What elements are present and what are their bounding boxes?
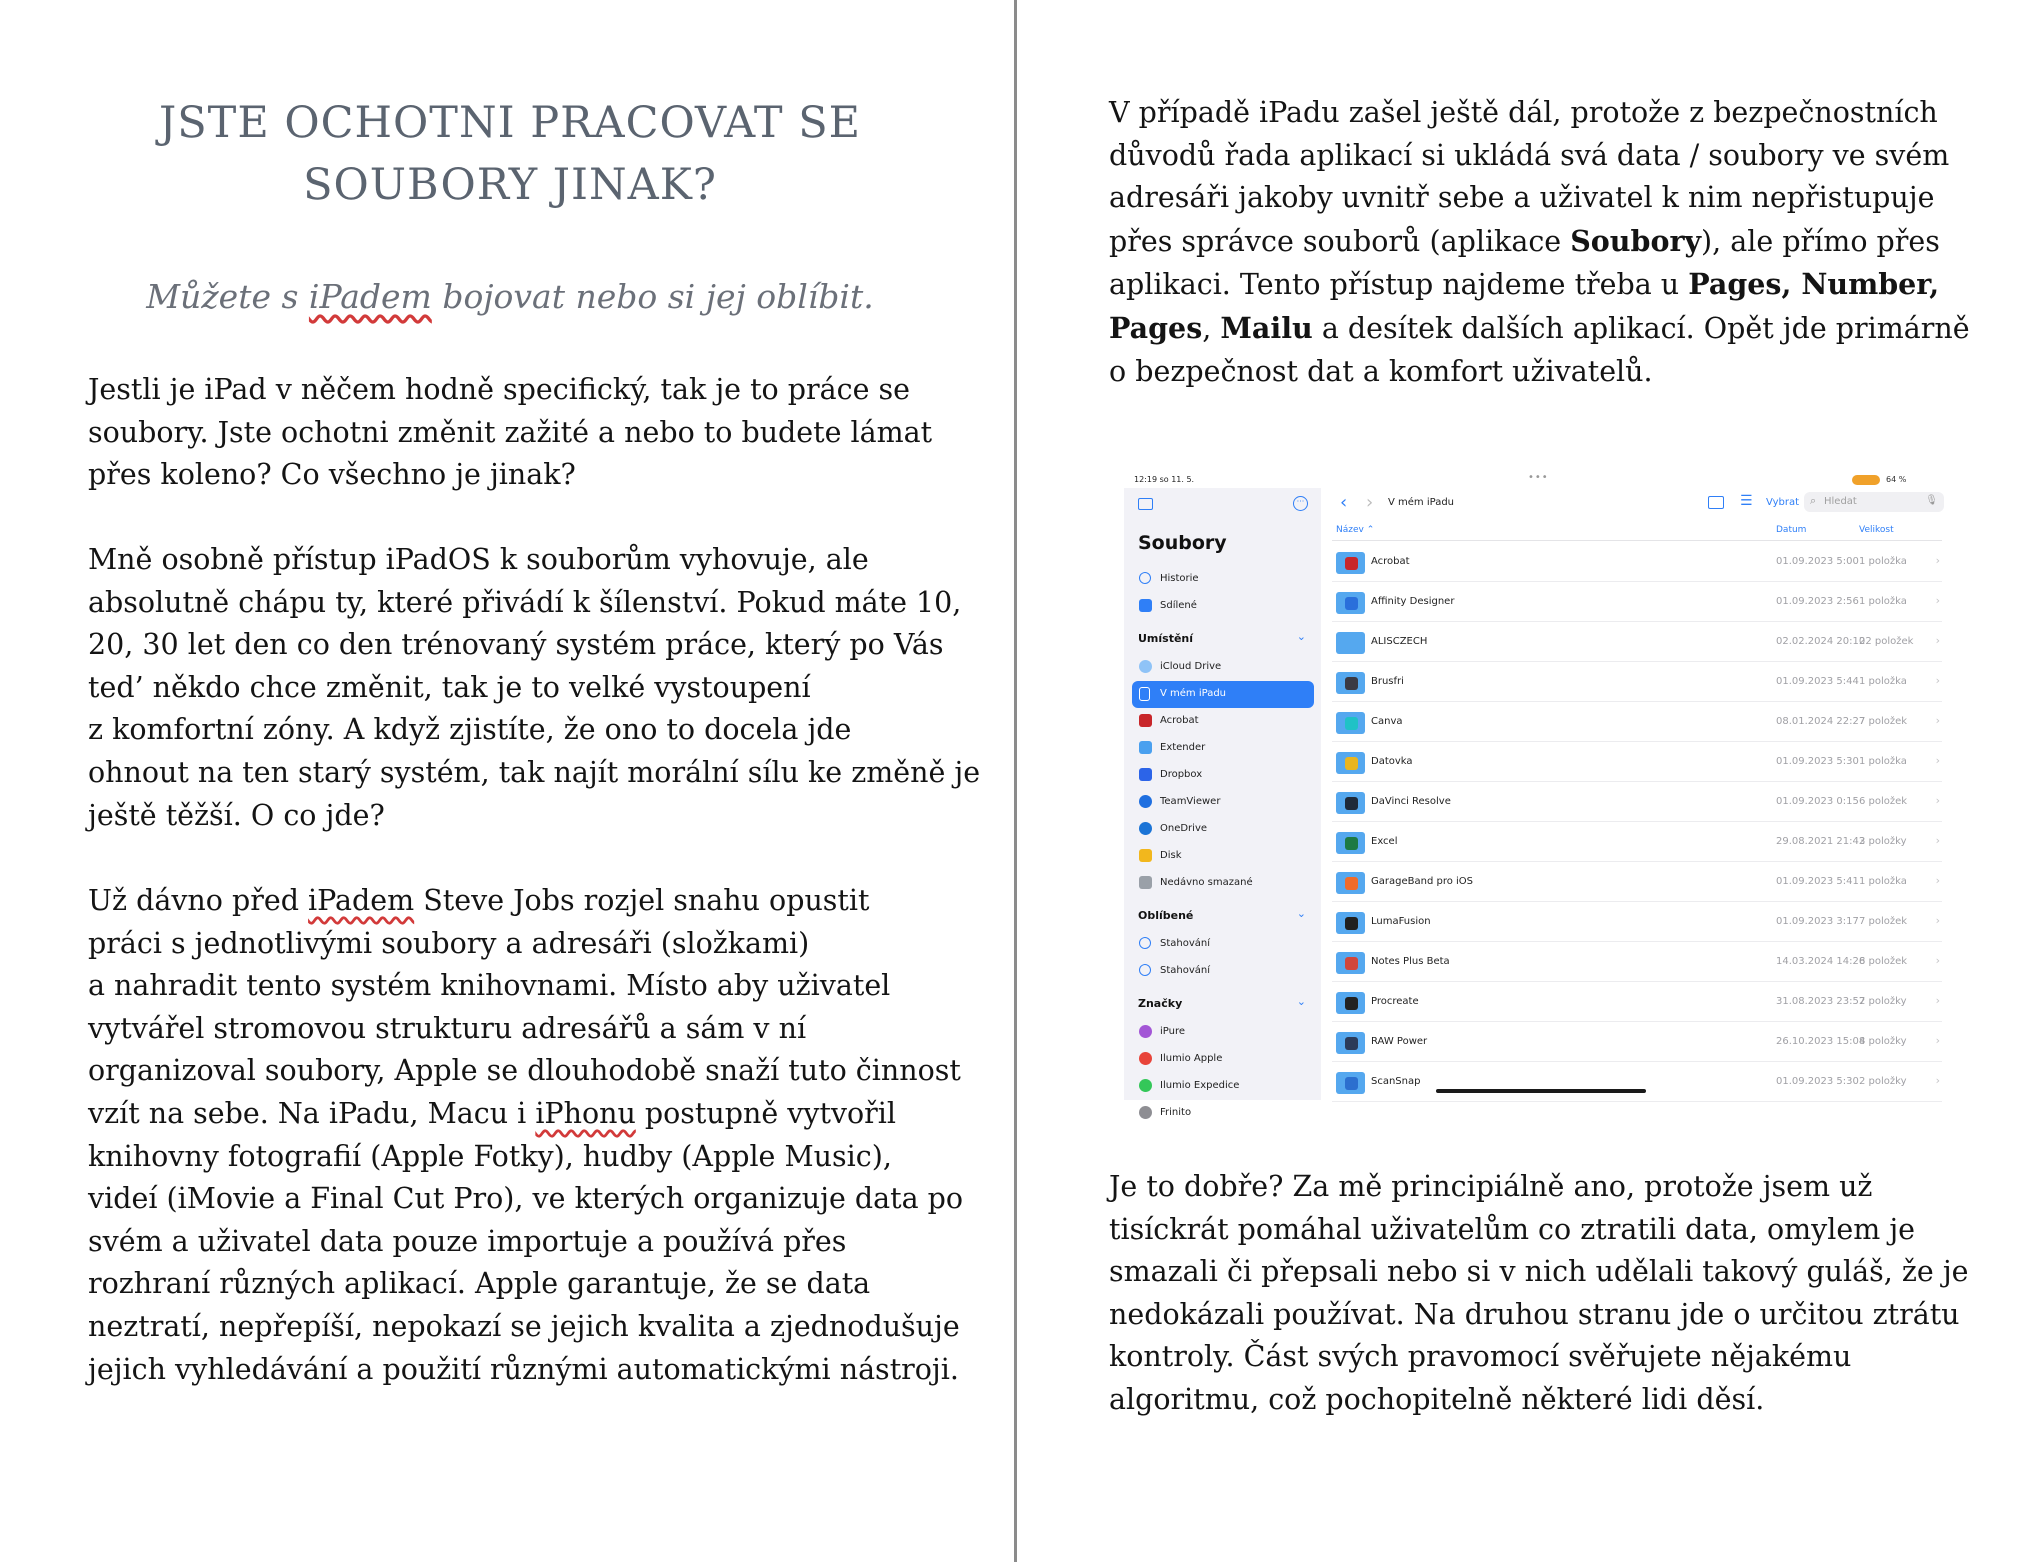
file-row[interactable] (1332, 742, 1942, 782)
files-toolbar (1332, 488, 1942, 518)
app-badge-icon (1345, 917, 1358, 930)
subtitle-text: bojovat nebo si jej oblíbit. (431, 277, 874, 316)
chevron-right-icon: › (1935, 594, 1940, 607)
chevron-right-icon: › (1935, 674, 1940, 687)
folder-icon (1336, 872, 1365, 894)
file-size: 4 položky (1859, 1036, 1907, 1047)
app-badge-icon (1345, 717, 1358, 730)
file-row[interactable] (1332, 1022, 1942, 1062)
file-list (1332, 542, 1942, 1102)
file-row[interactable] (1332, 982, 1942, 1022)
file-date: 31.08.2023 23:57 (1776, 996, 1866, 1007)
paragraph-1: Jestli je iPad v něčem hodně specifický, tak je to práce se soubory. Jste ochotni změnit zažité a nebo to budete lámat přes koleno? Co všechno je jinak? (88, 373, 933, 492)
paragraph-5: Je to dobře? Za mě principiálně ano, protože jsem už tisíckrát pomáhal uživatelům co ztratili data, omylem je smazali či přepsali nebo si v nich udělali takový guláš, že je nedokázali používat. Na druhou stranu jde o určitou ztrátu kontroly. Část svých pravomocí svěřujete nějakému algoritmu, což pochopitelně některé lidi děsí. (1109, 1170, 1969, 1416)
folder-icon (1336, 712, 1365, 734)
sidebar-section-label: Oblíbené (1138, 909, 1194, 922)
file-name: GarageBand pro iOS (1371, 876, 1474, 887)
search-field[interactable] (1804, 492, 1944, 512)
sidebar-item[interactable] (1132, 870, 1314, 897)
paragraph-text: Už dávno před (88, 884, 309, 917)
file-size: 7 položek (1859, 716, 1908, 727)
app-badge-icon (1345, 1077, 1358, 1090)
sidebar-item[interactable] (1132, 931, 1314, 958)
folder-icon (1336, 992, 1365, 1014)
app-badge-icon (1345, 957, 1358, 970)
cloud-icon (1139, 660, 1152, 673)
new-folder-icon[interactable] (1708, 496, 1724, 509)
sidebar-item-label: Disk (1160, 850, 1182, 861)
paragraph-4 (1109, 92, 2009, 393)
column-name-header[interactable]: Název ⌃ (1336, 525, 1375, 535)
status-time: 12:19 so 11. 5. (1134, 475, 1195, 484)
sidebar-item-label: Sdílené (1160, 600, 1197, 611)
chapter-title-line-1: JSTE OCHOTNI PRACOVAT SE (158, 98, 862, 148)
file-row[interactable] (1332, 782, 1942, 822)
multitasking-dots-icon[interactable]: ••• (1528, 472, 1549, 483)
file-size: 1 položka (1859, 876, 1907, 887)
file-date: 26.10.2023 15:08 (1776, 1036, 1866, 1047)
chevron-right-icon: › (1935, 714, 1940, 727)
sidebar-item[interactable] (1132, 843, 1314, 870)
chevron-right-icon: › (1935, 1034, 1940, 1047)
dropbox-icon (1139, 768, 1152, 781)
sidebar-toggle-icon[interactable] (1138, 498, 1153, 510)
chevron-right-icon: › (1935, 874, 1940, 887)
chevron-right-icon: › (1935, 994, 1940, 1007)
sidebar-item-label: Frinito (1160, 1107, 1192, 1118)
chevron-right-icon: › (1935, 794, 1940, 807)
folder-icon (1336, 552, 1365, 574)
app-badge-icon (1345, 997, 1358, 1010)
file-size: 1 položka (1859, 756, 1907, 767)
file-date: 01.09.2023 3:17 (1776, 916, 1859, 927)
sidebar-section[interactable] (1132, 620, 1314, 654)
file-date: 01.09.2023 2:56 (1776, 596, 1859, 607)
sidebar-item-label: OneDrive (1160, 823, 1208, 834)
file-size: 1 položka (1859, 676, 1907, 687)
file-date: 14.03.2024 14:26 (1776, 956, 1866, 967)
file-date: 01.09.2023 5:41 (1776, 876, 1859, 887)
folder-icon (1139, 741, 1152, 754)
paragraph-text: a desítek dalších aplikací. Opět jde primárně o bezpečnost dat a komfort uživatelů. (1109, 311, 1970, 388)
forward-chevron-icon[interactable]: › (1366, 492, 1374, 513)
sidebar-item[interactable] (1132, 789, 1314, 816)
search-placeholder: Hledat (1824, 496, 1857, 507)
sidebar-item[interactable] (1132, 762, 1314, 789)
spellcheck-word[interactable]: iPhonu (535, 1096, 636, 1130)
file-row[interactable] (1332, 622, 1942, 662)
bold-term: Pages, Number, Pages (1109, 267, 1940, 345)
teamviewer-icon (1139, 795, 1152, 808)
search-icon: ⌕ (1810, 494, 1817, 507)
file-row[interactable] (1332, 542, 1942, 582)
chevron-right-icon: › (1935, 1074, 1940, 1087)
home-indicator[interactable] (1436, 1089, 1646, 1093)
tag-dot-icon (1139, 1052, 1152, 1065)
sidebar-item-label: Dropbox (1160, 769, 1203, 780)
folder-icon (1336, 792, 1365, 814)
file-size: 2 položky (1859, 996, 1907, 1007)
paragraph-2: Mně osobně přístup iPadOS k souborům vyhovuje, ale absolutně chápu ty, které přivádí k šílenství. Pokud máte 10, 20, 30 let den co den trénovaný systém práce, který po Vás ted’ někdo chce změnit, tak je to velké vystoupení z komfortní zóny. A když zjistíte, že ono to docela jde ohnout na ten starý systém, tak najít morální sílu ke změně je ještě těžší. O co jde? (88, 543, 981, 832)
sidebar-item-label: Stahování (1160, 938, 1211, 949)
folder-icon (1336, 832, 1365, 854)
file-name: Notes Plus Beta (1371, 956, 1450, 967)
paragraph-text: , (1202, 311, 1221, 345)
sidebar-item-label: Extender (1160, 742, 1206, 753)
chapter-title-line-2: SOUBORY JINAK? (303, 160, 717, 210)
sidebar-item-label: Historie (1160, 573, 1199, 584)
file-date: 02.02.2024 20:10 (1776, 636, 1866, 647)
chevron-right-icon: › (1935, 754, 1940, 767)
folder-icon (1336, 672, 1365, 694)
files-app-screenshot (1124, 470, 1950, 1118)
file-name: Affinity Designer (1371, 596, 1455, 607)
file-name: LumaFusion (1371, 916, 1431, 927)
file-row[interactable] (1332, 582, 1942, 622)
sidebar-item-label: Ilumio Apple (1160, 1053, 1223, 1064)
tag-dot-icon (1139, 1106, 1152, 1119)
app-badge-icon (1345, 677, 1358, 690)
more-options-icon[interactable]: ··· (1293, 496, 1308, 511)
sidebar-section[interactable] (1132, 897, 1314, 931)
clock-icon (1139, 572, 1151, 584)
file-date: 01.09.2023 5:30 (1776, 1076, 1859, 1087)
sidebar-item-label: iPure (1160, 1026, 1186, 1037)
app-badge-icon (1345, 1037, 1358, 1050)
column-size-header[interactable]: Velikost (1859, 525, 1894, 535)
app-badge-icon (1345, 757, 1358, 770)
sidebar-item[interactable] (1132, 681, 1314, 708)
sidebar-item-label: Stahování (1160, 965, 1211, 976)
file-date: 01.09.2023 5:44 (1776, 676, 1859, 687)
sidebar-item[interactable] (1132, 958, 1314, 985)
sidebar-item-label: iCloud Drive (1160, 661, 1222, 672)
paragraph-text: ), ale přímo přes aplikaci. Tento přístup najdeme třeba u (1109, 224, 1940, 302)
subtitle-text: Můžete s (146, 277, 309, 316)
file-row[interactable] (1332, 942, 1942, 982)
files-sidebar (1124, 488, 1321, 1118)
file-size: 1 položka (1859, 596, 1907, 607)
file-date: 08.01.2024 22:27 (1776, 716, 1866, 727)
paragraph-text: V případě iPadu zašel ještě dál, protože z bezpečnostních důvodů řada aplikací si ukládá svá data / soubory ve svém adresáři jakoby uvnitř sebe a uživatel k nim nepřistupuje přes správce souborů (aplikace (1109, 96, 1950, 258)
file-row[interactable] (1332, 902, 1942, 942)
sidebar-title: Soubory (1138, 532, 1227, 554)
sidebar-item[interactable] (1132, 735, 1314, 762)
right-page (1017, 0, 2026, 1562)
folder-title: V mém iPadu (1388, 497, 1455, 508)
file-size: 1 položka (1859, 556, 1907, 567)
sidebar-item[interactable] (1132, 654, 1314, 681)
bold-term: Soubory (1570, 223, 1702, 258)
folder-icon (1336, 912, 1365, 934)
file-size: 3 položky (1859, 836, 1907, 847)
download-icon (1139, 937, 1151, 949)
back-chevron-icon[interactable]: ‹ (1340, 492, 1348, 513)
file-row[interactable] (1332, 662, 1942, 702)
file-name: Brusfri (1371, 676, 1404, 687)
chevron-down-icon[interactable]: ⌄ (1296, 630, 1306, 643)
chevron-down-icon[interactable]: ⌄ (1296, 995, 1306, 1008)
sidebar-section-label: Umístění (1138, 632, 1194, 645)
app-badge-icon (1345, 597, 1358, 610)
folder-icon (1336, 1072, 1365, 1094)
paragraph-3 (88, 880, 988, 1391)
folder-icon (1336, 592, 1365, 614)
app-badge-icon (1345, 637, 1358, 650)
app-badge-icon (1345, 797, 1358, 810)
folder-icon (1336, 632, 1365, 654)
sidebar-item-label: V mém iPadu (1160, 688, 1227, 699)
microphone-indicator-icon (1852, 475, 1880, 485)
battery-level: 64 % (1886, 475, 1907, 484)
sidebar-section[interactable] (1132, 985, 1314, 1019)
file-date: 01.09.2023 0:15 (1776, 796, 1859, 807)
file-row[interactable] (1332, 862, 1942, 902)
spellcheck-word[interactable]: iPadem (308, 277, 432, 316)
app-badge-icon (1345, 837, 1358, 850)
sidebar-item[interactable] (1132, 816, 1314, 843)
sidebar-item-label: Nedávno smazané (1160, 877, 1253, 888)
file-name: DaVinci Resolve (1371, 796, 1451, 807)
sidebar-item[interactable] (1132, 1046, 1314, 1073)
file-name: Datovka (1371, 756, 1413, 767)
paragraph-text: Steve Jobs rozjel snahu opustit práci s jednotlivými soubory a adresáři (složkami) a nahradit tento systém knihovnami. Místo aby uživatel vytvářel stromovou strukturu adresářů a sám v ní organizoval soubory, Apple se dlouhodobě snaží tuto činnost vzít na sebe. Na iPadu, Macu i (88, 884, 961, 1130)
file-date: 29.08.2021 21:42 (1776, 836, 1866, 847)
file-size: 2 položky (1859, 1076, 1907, 1087)
file-size: 22 položek (1859, 636, 1914, 647)
file-name: ALISCZECH (1371, 636, 1428, 647)
chapter-subtitle (80, 275, 940, 319)
file-name: ScanSnap (1371, 1076, 1421, 1087)
folder-icon (1336, 952, 1365, 974)
file-size: 6 položek (1859, 796, 1908, 807)
google-drive-icon (1139, 849, 1152, 862)
bold-term: Mailu (1220, 310, 1313, 345)
file-size: 8 položek (1859, 956, 1908, 967)
chevron-down-icon[interactable]: ⌄ (1296, 907, 1306, 920)
trash-icon (1139, 876, 1152, 889)
chevron-right-icon: › (1935, 834, 1940, 847)
sidebar-item[interactable] (1132, 708, 1314, 735)
ipad-icon (1139, 687, 1150, 701)
app-badge-icon (1345, 877, 1358, 890)
folder-icon (1336, 752, 1365, 774)
sidebar-toolbar (1138, 496, 1308, 514)
tag-dot-icon (1139, 1079, 1152, 1092)
list-view-icon[interactable]: ☰ (1740, 493, 1753, 509)
download-icon (1139, 964, 1151, 976)
paragraph-text: postupně vytvořil knihovny fotografií (Apple Fotky), hudby (Apple Music), videí (iMovie a Final Cut Pro), ve kterých organizuje data po svém a uživatel data pouze importuje a používá přes rozhraní různých aplikací. Apple garantuje, že se data neztratí, nepřepíší, nepokazí se jejich kvalita a zjednodušuje jejich vyhledávání a použití různými automatickými nástroji. (88, 1096, 964, 1386)
sidebar-list (1132, 566, 1314, 1127)
column-date-header[interactable]: Datum (1776, 525, 1807, 535)
select-button[interactable]: Vybrat (1766, 497, 1799, 508)
sidebar-item[interactable] (1132, 593, 1314, 620)
status-bar (1124, 470, 1950, 488)
sidebar-item[interactable] (1132, 566, 1314, 593)
acrobat-icon (1139, 714, 1152, 727)
file-name: RAW Power (1371, 1036, 1428, 1047)
shared-folder-icon (1139, 599, 1152, 612)
file-name: Acrobat (1371, 556, 1410, 567)
chevron-right-icon: › (1935, 954, 1940, 967)
file-date: 01.09.2023 5:30 (1776, 756, 1859, 767)
sidebar-item-label: Acrobat (1160, 715, 1199, 726)
chevron-right-icon: › (1935, 914, 1940, 927)
spellcheck-word[interactable]: iPadem (308, 884, 415, 917)
file-row[interactable] (1332, 822, 1942, 862)
sidebar-item[interactable] (1132, 1100, 1314, 1127)
file-name: Excel (1371, 836, 1398, 847)
file-name: Canva (1371, 716, 1403, 727)
file-row[interactable] (1332, 702, 1942, 742)
sidebar-item[interactable] (1132, 1019, 1314, 1046)
sidebar-item-label: TeamViewer (1160, 796, 1221, 807)
chevron-right-icon: › (1935, 554, 1940, 567)
app-badge-icon (1345, 557, 1358, 570)
file-row[interactable] (1332, 1062, 1942, 1102)
sidebar-item-label: Ilumio Expedice (1160, 1080, 1240, 1091)
tag-dot-icon (1139, 1025, 1152, 1038)
folder-icon (1336, 1032, 1365, 1054)
column-header (1332, 522, 1942, 541)
chevron-right-icon: › (1935, 634, 1940, 647)
chapter-title (140, 92, 880, 216)
file-date: 01.09.2023 5:00 (1776, 556, 1859, 567)
sidebar-section-label: Značky (1138, 997, 1183, 1010)
onedrive-icon (1139, 822, 1152, 835)
microphone-icon[interactable]: 🎙 (1925, 495, 1938, 506)
sidebar-item[interactable] (1132, 1073, 1314, 1100)
file-name: Procreate (1371, 996, 1419, 1007)
file-size: 7 položek (1859, 916, 1908, 927)
